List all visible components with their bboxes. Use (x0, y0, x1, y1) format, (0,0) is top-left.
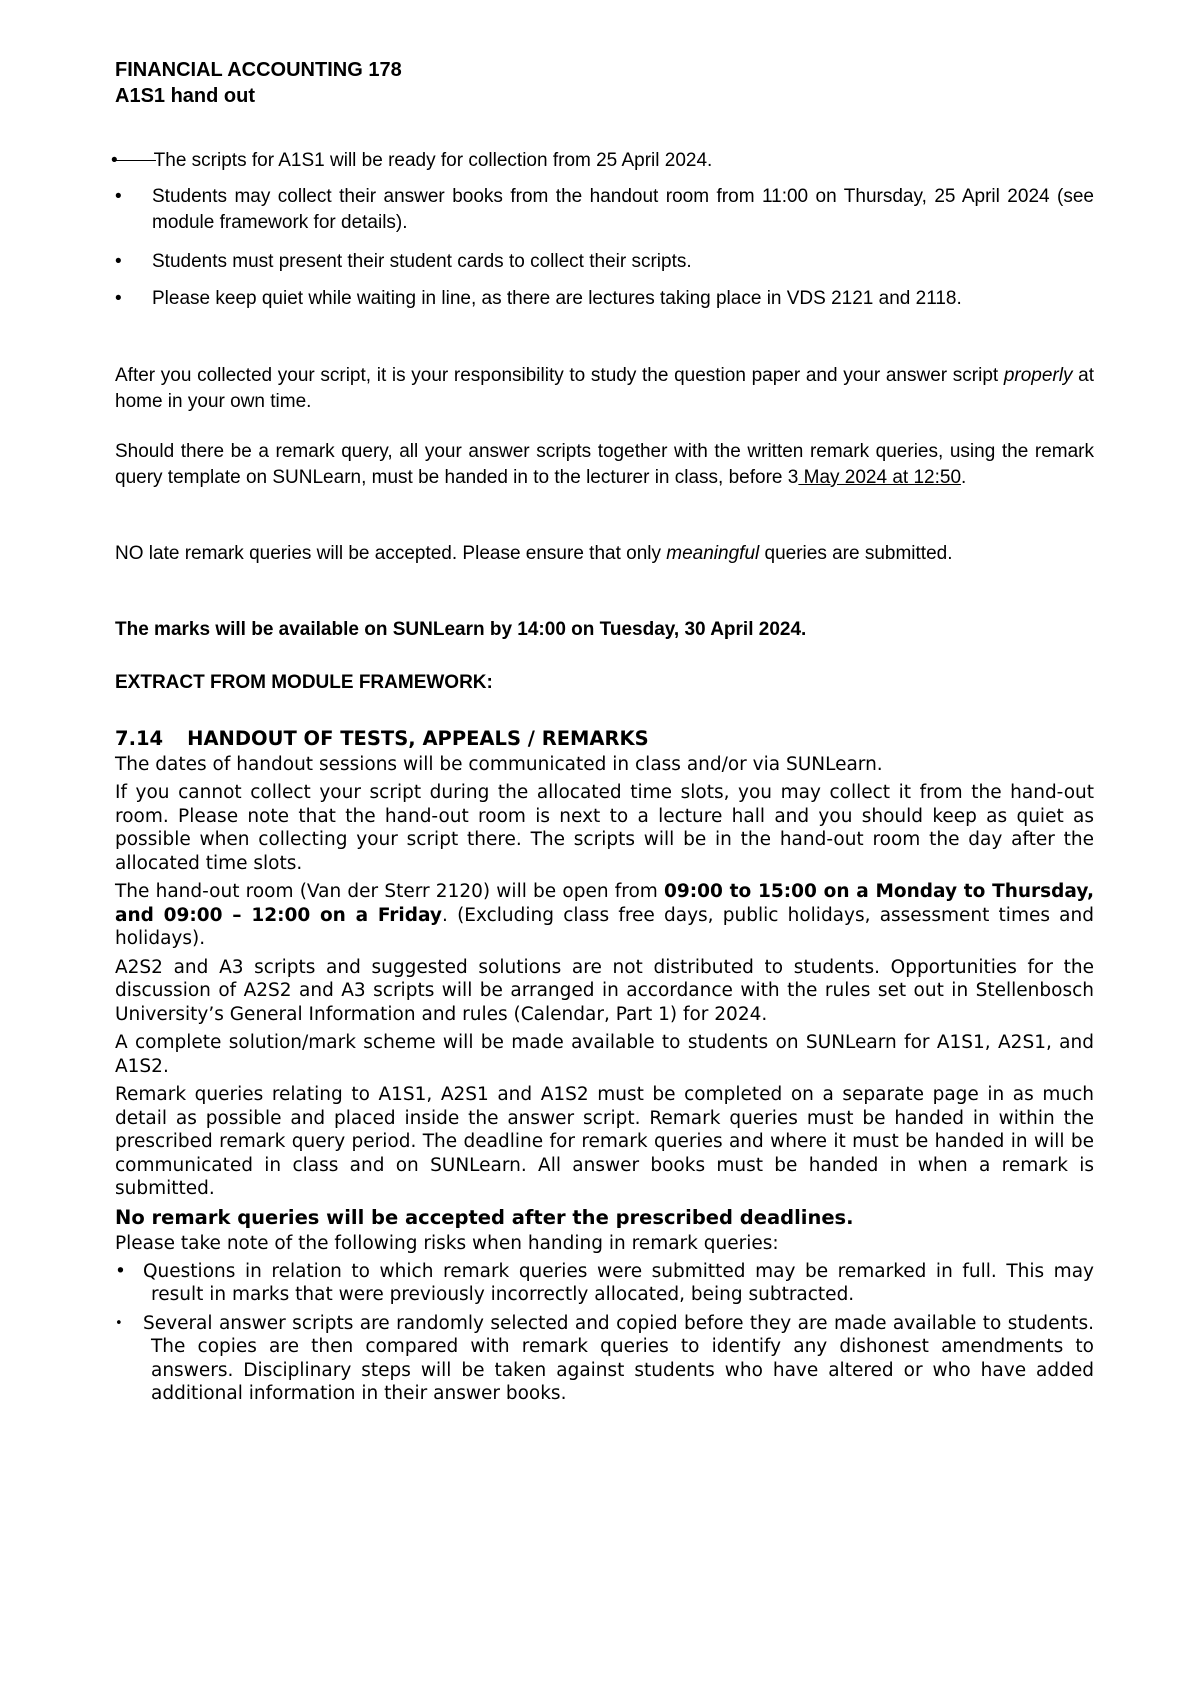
para-text: The hand-out room (Van der Sterr 2120) will be open from (115, 881, 665, 902)
bullet-text: The scripts for A1S1 will be ready for collection from 25 April 2024. (153, 150, 713, 171)
bullet-item-3 (115, 249, 1094, 275)
risk-text: Questions in relation to which remark queries were submitted may be remarked in full. This may result in marks that were previously incorrectly allocated, being subtracted. (143, 1260, 1094, 1305)
para-text: at home in your own time. (115, 365, 1094, 412)
para-text: . (961, 467, 967, 488)
paragraph-after-collection (115, 363, 1094, 415)
opening-hours: 09:00 to 15:00 on a Monday to Thursday, and 09:00 – 12:00 on a Friday (115, 881, 1094, 926)
risk-item-1 (115, 1260, 1094, 1307)
no-late-remarks-notice: No remark queries will be accepted after the prescribed deadlines. (115, 1205, 854, 1229)
bullet-item-2 (115, 184, 1094, 236)
paragraph-late-queries (115, 541, 1094, 567)
para-text: Should there be a remark query, all your answer scripts together with the written remark queries, using the remark query template on SUNLearn, must be handed in to the lecturer in class, before 3 (115, 441, 1094, 488)
bullet-item-4 (115, 286, 1094, 312)
bullet-list (115, 184, 1094, 236)
bullet-list-2 (115, 249, 1094, 275)
bullet-symbol: • (115, 288, 122, 309)
bullet-item-1 (111, 148, 712, 174)
bullet-text: Please keep quiet while waiting in line, as there are lectures taking place in VDS 2121 and 2118. (152, 288, 962, 309)
section-paragraph-6: Remark queries relating to A1S1, A2S1 and A1S2 must be completed on a separate page in as much detail as possible and placed inside the answer script. Remark queries must be handed in within the prescribed remark query period. The deadline for remark queries and where it must be handed in will be communicated in class and on SUNLearn. All answer books must be handed in when a remark is submitted. (115, 1084, 1094, 1199)
bullet-symbol: • (115, 251, 122, 272)
extract-heading: EXTRACT FROM MODULE FRAMEWORK: (115, 672, 493, 693)
section-paragraph-4: A2S2 and A3 scripts and suggested solutions are not distributed to students. Opportunities for the discussion of A2S2 and A3 scripts will be arranged in accordance with the rules set out in Stellenbosch University’s General Information and rules (Calendar, Part 1) for 2024. (115, 956, 1094, 1025)
handout-title: A1S1 hand out (115, 85, 256, 107)
section-heading (115, 727, 1094, 751)
risk-text: Several answer scripts are randomly selected and copied before they are made available to students. The copies are then compared with remark queries to identify any dishonest amendments to answers. Disciplinary steps will be taken against students who have altered or who have added additional information in their answer books. (143, 1312, 1094, 1404)
section-number: 7.14 (115, 727, 164, 750)
section-paragraph-2: If you cannot collect your script during the allocated time slots, you may collect it from the hand-out room. Please note that the hand-out room is next to a lecture hall and you should keep as quiet as possible when collecting your script there. The scripts will be in the hand-out room the day after the allocated time slots. (115, 782, 1094, 874)
section-paragraph-1: The dates of handout sessions will be communicated in class and/or via SUNLearn. (115, 753, 883, 775)
para-text: . (Excluding class free days, public holidays, assessment times and holidays). (115, 904, 1094, 949)
deadline-text: May 2024 at 12:50 (798, 467, 962, 488)
marks-notice: The marks will be available on SUNLearn by 14:00 on Tuesday, 30 April 2024. (115, 619, 807, 640)
para-text: NO late remark queries will be accepted. Please ensure that only (115, 543, 667, 564)
bullet-text: Students must present their student cards to collect their scripts. (152, 251, 692, 272)
section-paragraph-5: A complete solution/mark scheme will be made available to students on SUNLearn for A1S1, A2S1, and A1S2. (115, 1032, 1094, 1077)
bullet-symbol: • (115, 1260, 126, 1282)
bullet-text: Students may collect their answer books from the handout room from 11:00 on Thursday, 25 April 2024 (see module framework for details). (152, 186, 1094, 233)
bullet-symbol: • (111, 150, 118, 171)
para-text: After you collected your script, it is your responsibility to study the question paper and your answer script (115, 365, 1004, 386)
para-text: queries are submitted. (759, 543, 953, 564)
section-paragraph-risks-intro: Please take note of the following risks when handing in remark queries: (115, 1233, 779, 1254)
dash-line (116, 160, 156, 161)
paragraph-remark-query (115, 439, 1094, 491)
bullet-symbol: • (115, 186, 122, 207)
section-paragraph-3 (115, 880, 1094, 951)
bullet-symbol: • (115, 1315, 123, 1331)
module-framework-section (115, 727, 1094, 1406)
emphasis-text: properly (1003, 365, 1073, 386)
course-title: FINANCIAL ACCOUNTING 178 (115, 59, 402, 81)
section-title: HANDOUT OF TESTS, APPEALS / REMARKS (187, 727, 649, 750)
bullet-list-3 (115, 286, 1094, 312)
emphasis-text: meaningful (666, 543, 760, 564)
document-header (115, 57, 402, 109)
risk-item-2 (115, 1312, 1094, 1406)
